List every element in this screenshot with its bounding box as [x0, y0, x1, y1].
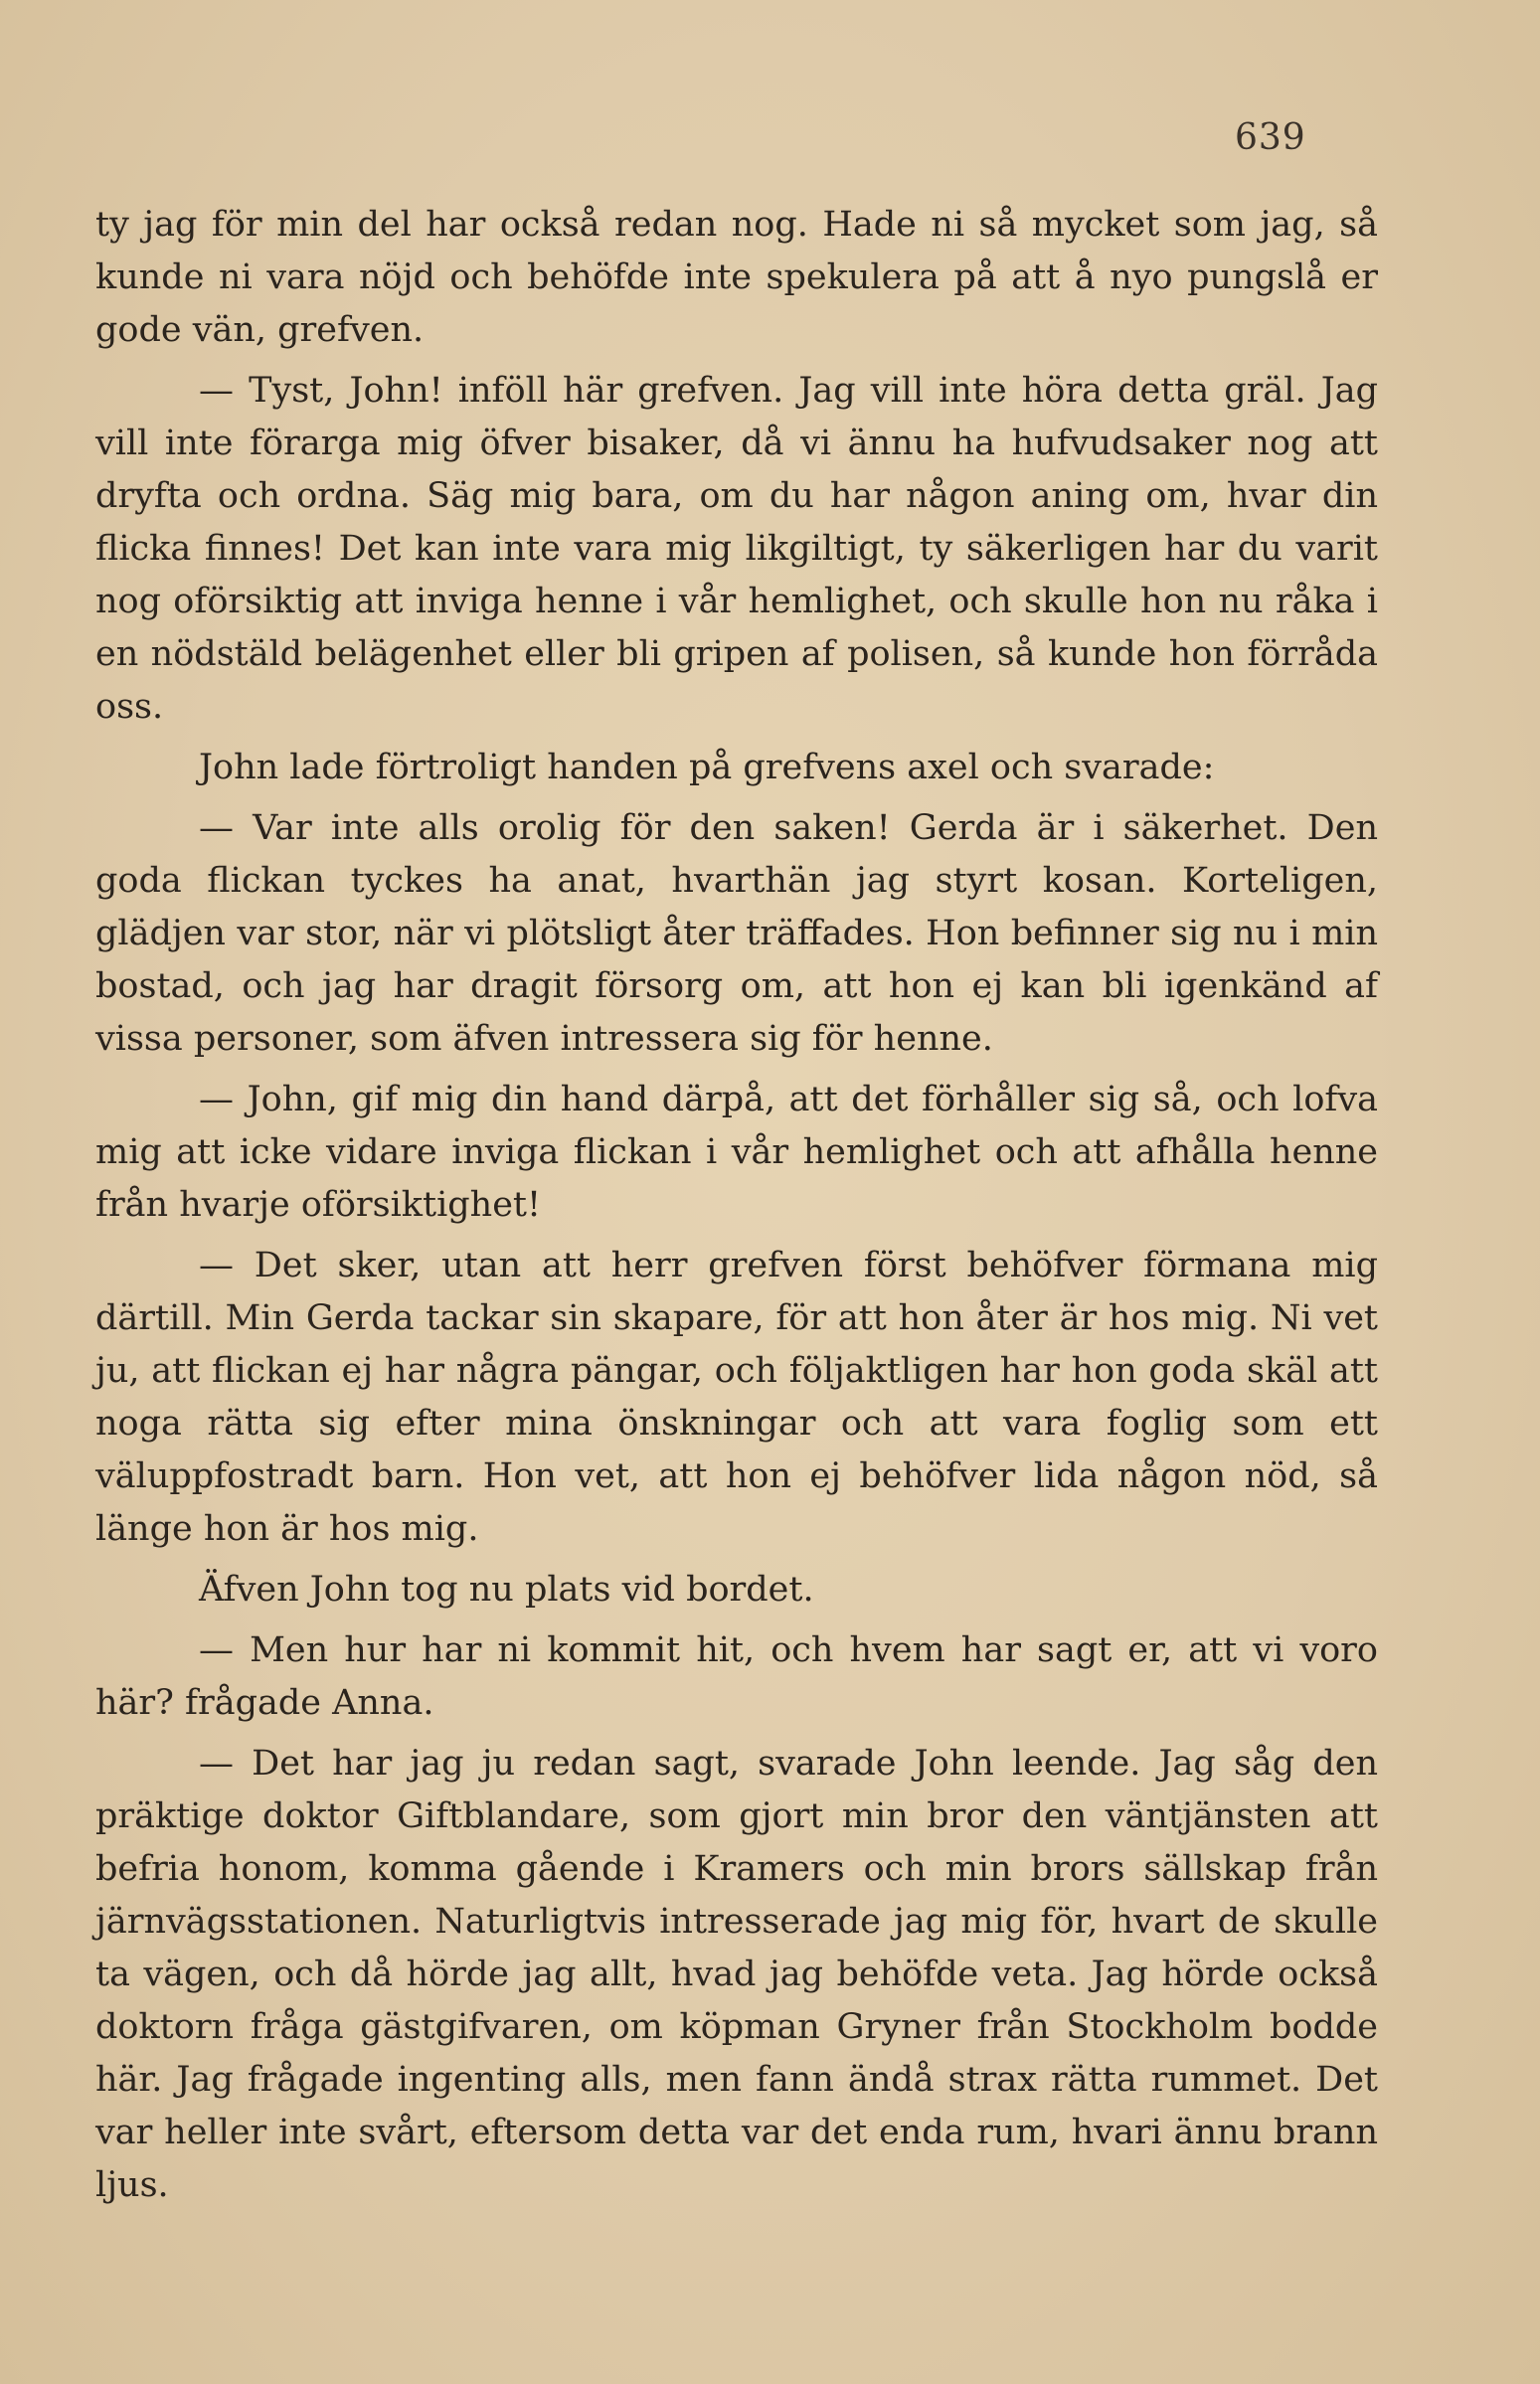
- paragraph: Äfven John tog nu plats vid bordet.: [199, 1570, 814, 1610]
- page-number: 639: [1235, 117, 1306, 158]
- paragraph: — John, gif mig din hand därpå, att det förhåller sig så, och lofva mig att icke vidare inviga flickan i vår hemlighet och att afhålla henne från hvarje oförsiktighet!: [95, 1080, 1378, 1225]
- paragraph: — Men hur har ni kommit hit, och hvem har sagt er, att vi voro här? frågade Anna.: [95, 1630, 1378, 1723]
- paragraph: — Tyst, John! inföll här grefven. Jag vill inte höra detta gräl. Jag vill inte förarga mig öfver bisaker, då vi ännu ha hufvudsaker nog att dryfta och ordna. Säg mig bara, om du har någon aning om, hvar din flicka finnes! Det kan inte vara mig likgiltigt, ty säkerligen har du varit nog oförsiktig att inviga henne i vår hemlighet, och skulle hon nu råka i en nödstäld belägenhet eller bli gripen af polisen, så kunde hon förråda oss.: [95, 371, 1378, 727]
- paragraph: ty jag för min del har också redan nog. Hade ni så mycket som jag, så kunde ni vara nöjd och behöfde inte spekulera på att å nyo pungslå er gode vän, grefven.: [95, 205, 1378, 350]
- paragraph: — Det sker, utan att herr grefven först behöfver förmana mig därtill. Min Gerda tackar sin skapare, för att hon åter är hos mig. Ni vet ju, att flickan ej har några pängar, och följaktligen har hon goda skäl att noga rätta sig efter mina önskningar och att vara foglig som ett väluppfostradt barn. Hon vet, att hon ej behöfver lida någon nöd, så länge hon är hos mig.: [95, 1246, 1378, 1549]
- paragraph: — Det har jag ju redan sagt, svarade John leende. Jag såg den präktige doktor Giftblandare, som gjort min bror den väntjänsten att befria honom, komma gående i Kramers och min brors sällskap från järnvägsstationen. Naturligtvis intresserade jag mig för, hvart de skulle ta vägen, och då hörde jag allt, hvad jag behöfde veta. Jag hörde också doktorn fråga gästgifvaren, om köpman Gryner från Stockholm bodde här. Jag frågade ingenting alls, men fann ändå strax rätta rummet. Det var heller inte svårt, eftersom detta var det enda rum, hvari ännu brann ljus.: [95, 1744, 1378, 2205]
- body-text: [95, 199, 1378, 2220]
- paragraph: John lade förtroligt handen på grefvens axel och svarade:: [199, 748, 1215, 787]
- paragraph: — Var inte alls orolig för den saken! Gerda är i säkerhet. Den goda flickan tyckes ha anat, hvarthän jag styrt kosan. Korteligen, glädjen var stor, när vi plötsligt åter träffades. Hon befinner sig nu i min bostad, och jag har dragit försorg om, att hon ej kan bli igenkänd af vissa personer, som äfven intressera sig för henne.: [95, 808, 1378, 1059]
